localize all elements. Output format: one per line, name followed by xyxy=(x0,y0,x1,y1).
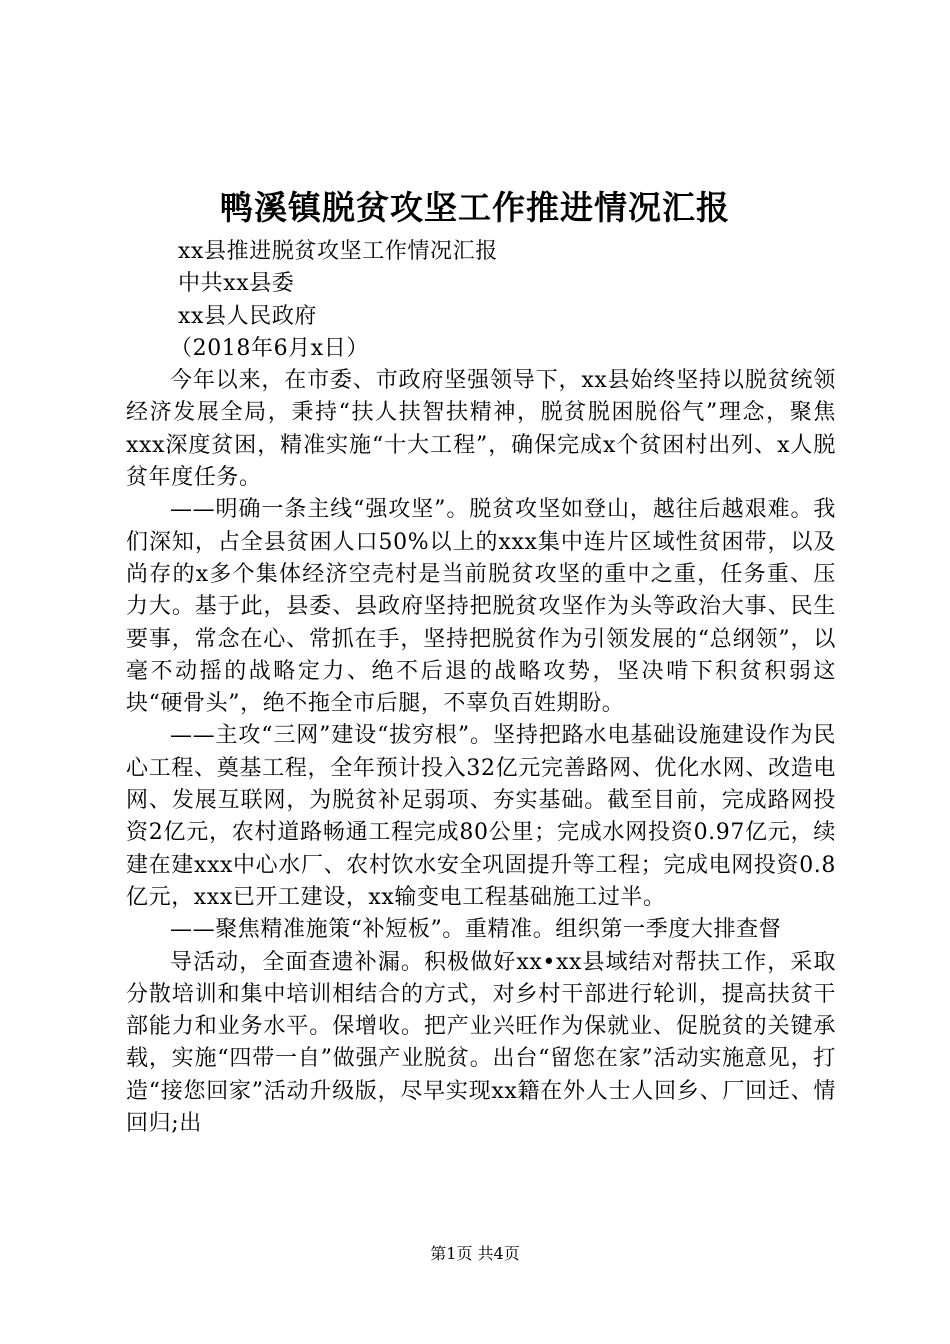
author-government: xx县人民政府 xyxy=(178,303,318,329)
paragraph-precise-policy: ——聚焦精准施策“补短板”。重精准。组织第一季度大排查督 xyxy=(170,917,782,943)
paragraph-three-networks: ——主攻“三网”建设“拔穷根”。坚持把路水电基础设施建设作为民心工程、奠基工程，全年预计投入32亿元完善路网、优化水网、改造电网、发展互联网，为脱贫补足弱项、夯实基础。截至目前，完成路网投资2亿元，农村道路畅通工程完成80公里；完成水网投资0.97亿元，续建在建xxx中心水厂、农村饮水安全巩固提升等工程；完成电网投资0.8亿元，xxx已开工建设，xx输变电工程基础施工过半。 xyxy=(126,723,836,910)
document-title: 鸭溪镇脱贫攻坚工作推进情况汇报 xyxy=(220,188,730,227)
author-party-committee: 中共xx县委 xyxy=(178,271,295,297)
paragraph-intro: 今年以来，在市委、市政府坚强领导下，xx县始终坚持以脱贫统领经济发展全局，秉持“扶人扶智扶精神，脱贫脱困脱俗气”理念，聚焦xxx深度贫困，精准实施“十大工程”，确保完成x个贫困村出列、x人脱贫年度任务。 xyxy=(126,368,836,491)
paragraph-main-line: ——明确一条主线“强攻坚”。脱贫攻坚如登山，越往后越艰难。我们深知，占全县贫困人口50%以上的xxx集中连片区域性贫困带，以及尚存的x多个集体经济空壳村是当前脱贫攻坚的重中之重，任务重、压力大。基于此，县委、县政府坚持把脱贫攻坚作为头等政治大事、民生要事，常念在心、常抓在手，坚持把脱贫作为引领发展的“总纲领”，以毫不动摇的战略定力、绝不后退的战略攻势，坚决啃下积贫积弱这块“硬骨头”，绝不拖全市后腿，不辜负百姓期盼。 xyxy=(126,497,836,717)
page-footer: 第1页 共4页 xyxy=(430,1244,520,1263)
document-body xyxy=(126,236,836,1140)
paragraph-continuation: 导活动，全面查遗补漏。积极做好xx•xx县域结对帮扶工作，采取分散培训和集中培训相结合的方式，对乡村干部进行轮训，提高扶贫干部能力和业务水平。保增收。把产业兴旺作为保就业、促脱贫的关键承载，实施“四带一自”做强产业脱贫。出台“留您在家”活动实施意见，打造“接您回家”活动升级版，尽早实现xx籍在外人士人回乡、厂回迁、情回归;出 xyxy=(126,949,836,1137)
report-date: （2018年6月x日） xyxy=(170,335,369,361)
report-subtitle: xx县推进脱贫攻坚工作情况汇报 xyxy=(178,239,498,264)
